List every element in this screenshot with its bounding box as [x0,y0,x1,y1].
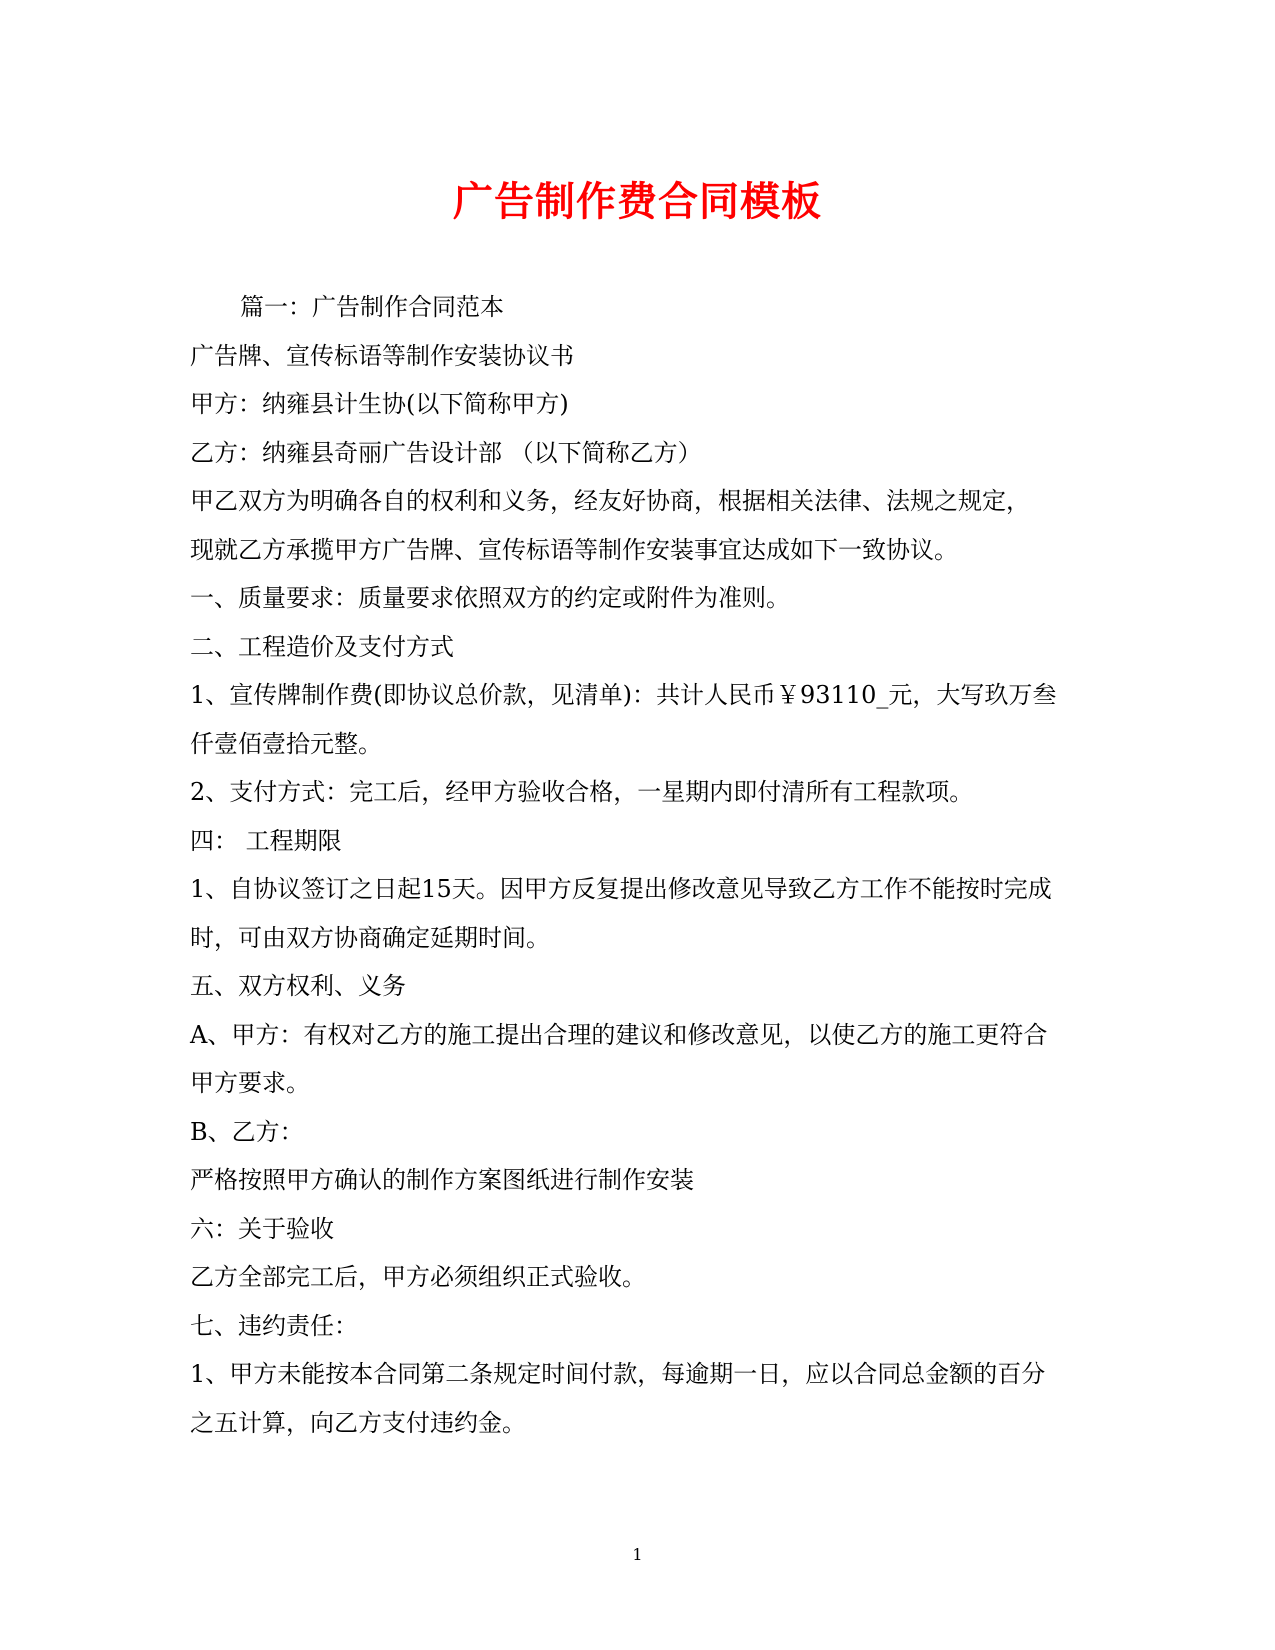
clause-heading: 一、质量要求：质量要求依照双方的约定或附件为准则。 [190,584,790,612]
body-line: 仟壹佰壹拾元整。 [190,729,382,758]
section-heading: 篇一：广告制作合同范本 [240,293,504,321]
page-number: 1 [632,1545,643,1564]
clause-heading: 六：关于验收 [190,1214,334,1243]
body-line: 1、甲方未能按本合同第二条规定时间付款，每逾期一日，应以合同总金额的百分 [190,1360,1046,1388]
clause-heading: 四： 工程期限 [190,826,342,855]
body-line: 2、支付方式：完工后，经甲方验收合格，一星期内即付清所有工程款项。 [190,778,974,806]
body-line: 现就乙方承揽甲方广告牌、宣传标语等制作安装事宜达成如下一致协议。 [190,535,958,564]
body-line: 严格按照甲方确认的制作方案图纸进行制作安装 [190,1166,694,1194]
clause-heading: 二、工程造价及支付方式 [190,632,454,661]
body-line: A、甲方：有权对乙方的施工提出合理的建议和修改意见，以使乙方的施工更符合 [190,1020,1048,1049]
party-a-line: 甲方：纳雍县计生协(以下简称甲方) [190,390,569,418]
party-b-line: 乙方：纳雍县奇丽广告设计部 （以下简称乙方） [190,438,702,467]
body-line: 甲方要求。 [190,1069,310,1097]
body-line: B、乙方： [190,1117,304,1146]
body-line: 1、自协议签订之日起15天。因甲方反复提出修改意见导致乙方工作不能按时完成 [190,875,1052,903]
body-line: 时，可由双方协商确定延期时间。 [190,923,550,952]
clause-heading: 五、双方权利、义务 [190,972,406,1000]
body-line: 乙方全部完工后，甲方必须组织正式验收。 [190,1263,646,1291]
body-line: 1、宣传牌制作费(即协议总价款，见清单)：共计人民币￥93110_元，大写玖万叁 [190,681,1057,709]
body-line: 之五计算，向乙方支付违约金。 [190,1408,526,1437]
agreement-title: 广告牌、宣传标语等制作安装协议书 [190,341,574,370]
document-body [190,283,1080,1447]
document-title: 广告制作费合同模板 [453,179,822,225]
body-line: 甲乙双方为明确各自的权利和义务，经友好协商，根据相关法律、法规之规定， [190,487,1030,515]
clause-heading: 七、违约责任： [190,1311,358,1340]
